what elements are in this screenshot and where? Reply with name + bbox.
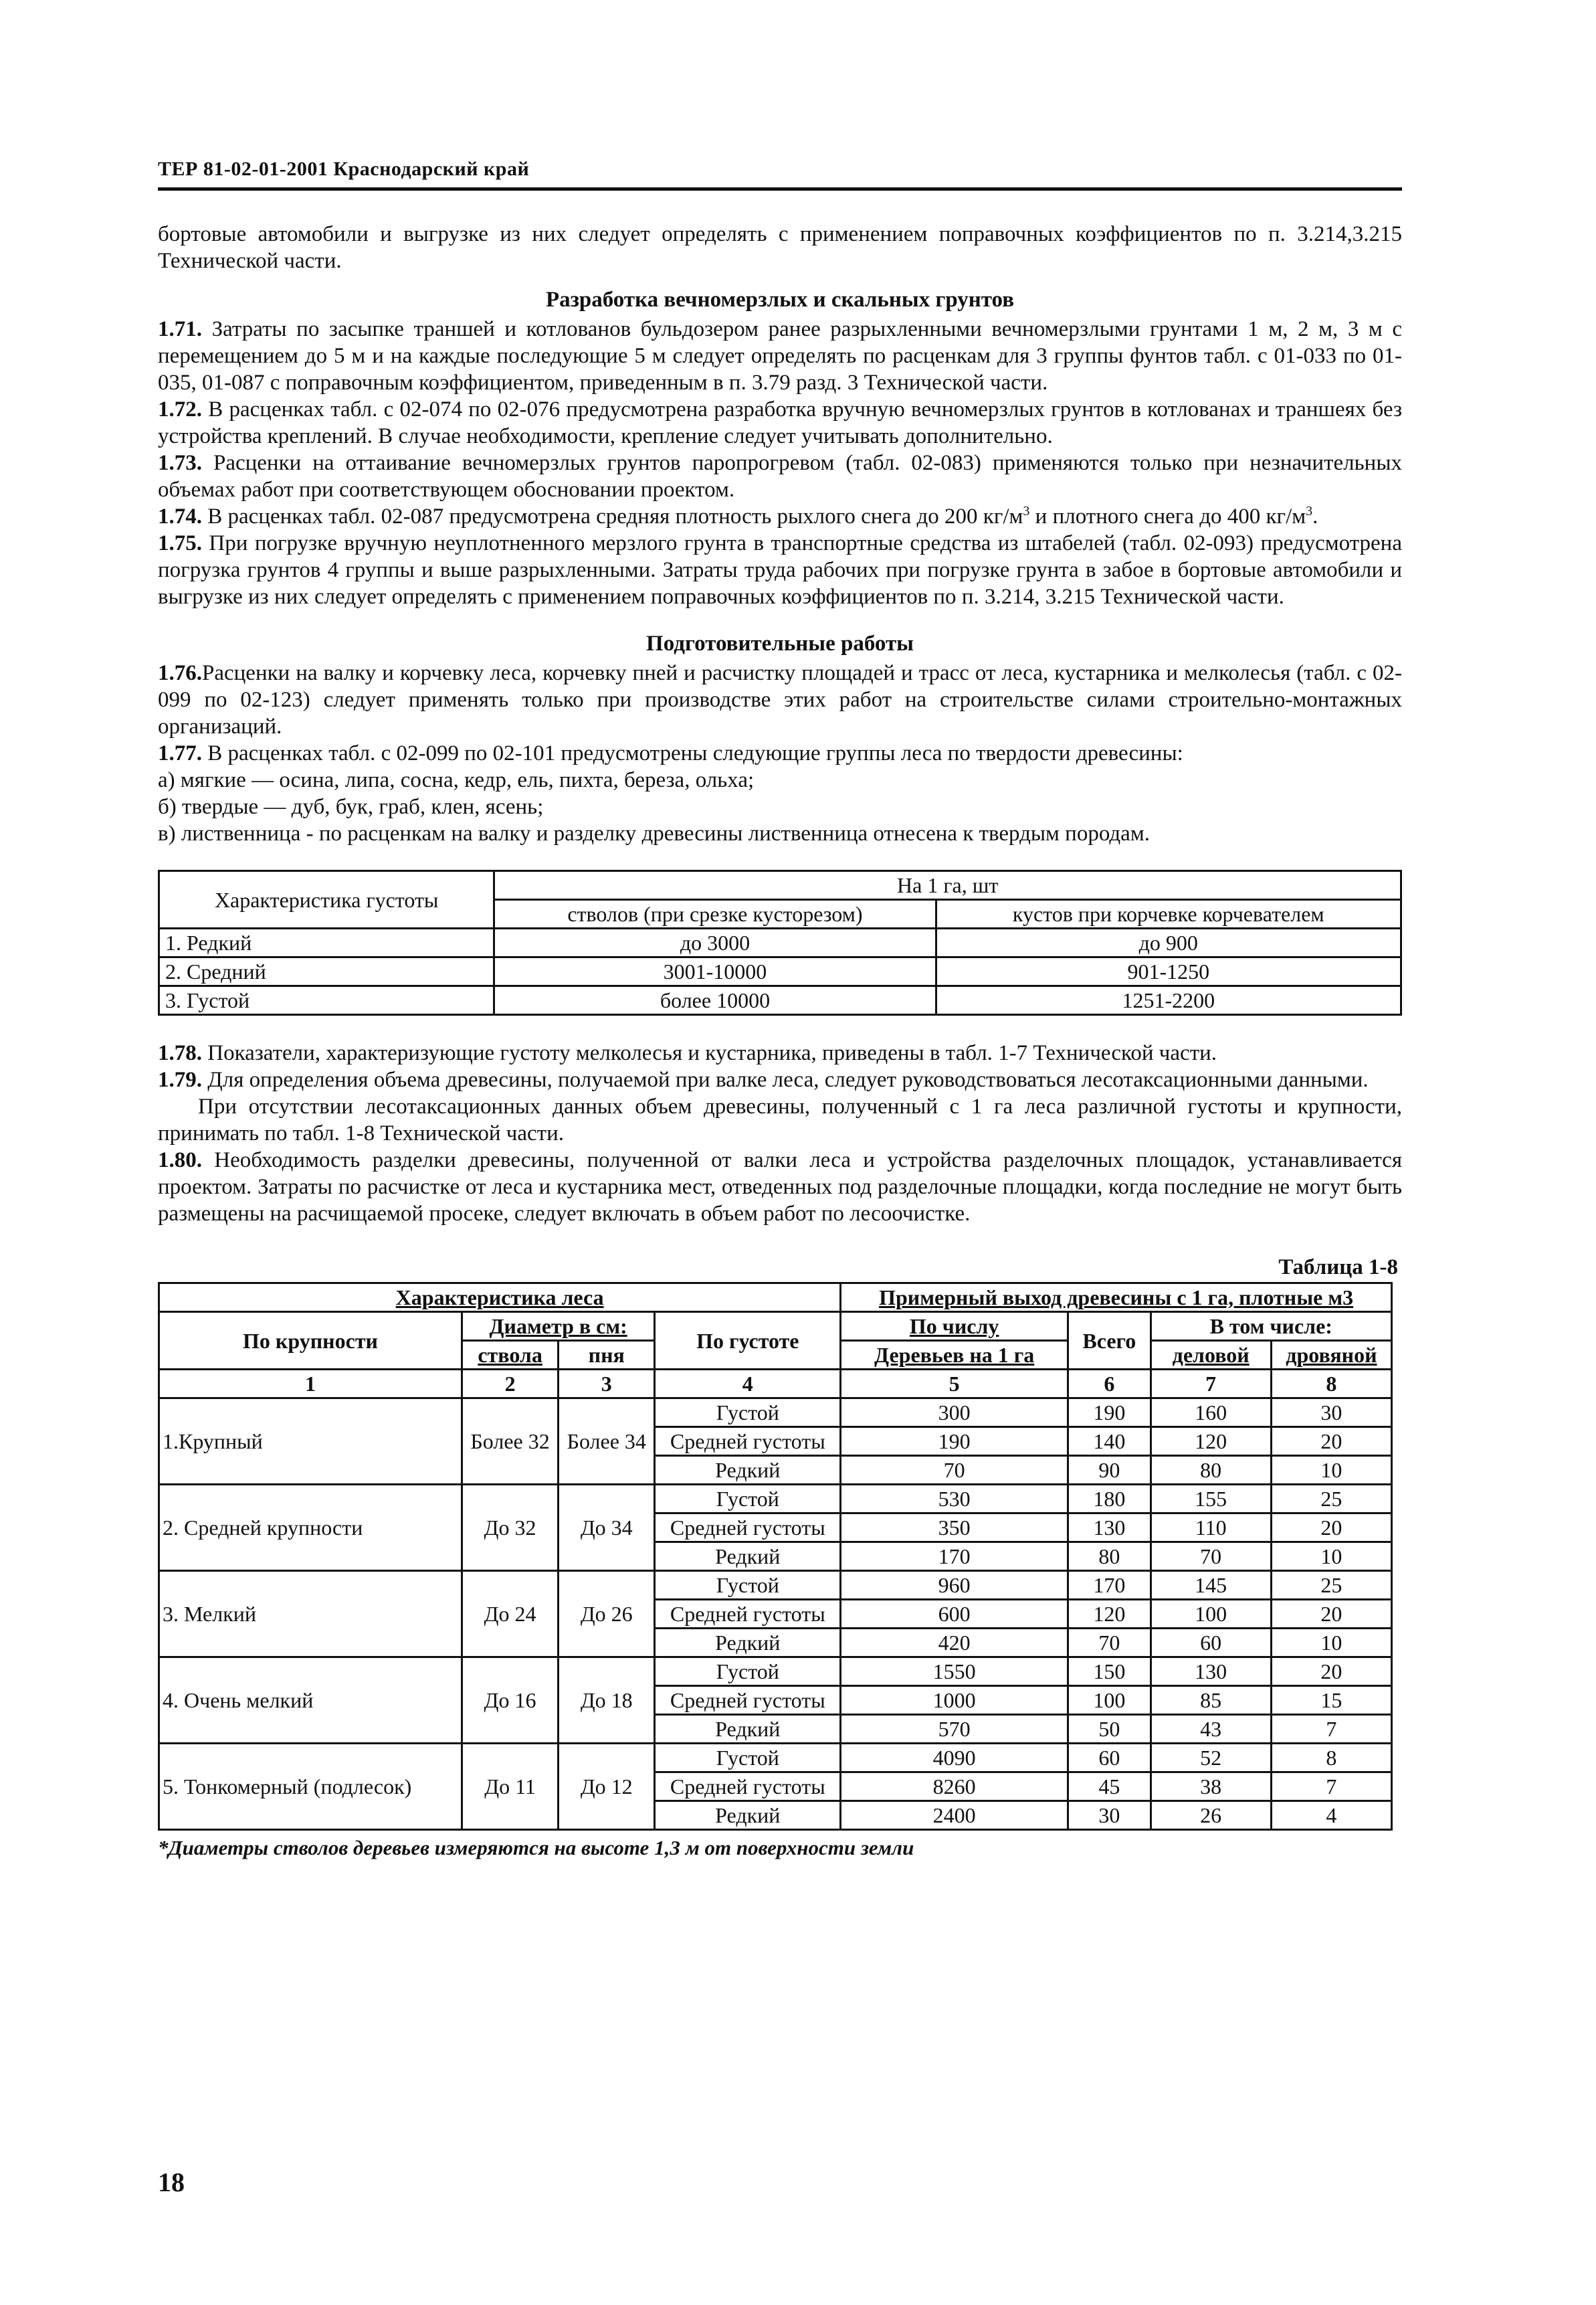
section-title-permafrost: Разработка вечномерзлых и скальных грунтов — [545, 288, 1015, 312]
table-row: Средней густоты 600 120 100 20 — [159, 1600, 1392, 1629]
column-numbers-row: 1 2 3 4 5 6 7 8 — [159, 1370, 1392, 1398]
table-row: 2. Средней крупности До 32 До 34 Густой 530 180 155 25 — [159, 1485, 1392, 1513]
density-bushes-header: кустов при корчевке корчевателем — [936, 900, 1401, 929]
table-row: Средней густоты 190 140 120 20 — [159, 1427, 1392, 1456]
table-row: 3. Мелкий До 24 До 26 Густой 960 170 145 25 — [159, 1571, 1392, 1600]
stump-header: пня — [559, 1341, 655, 1370]
table-row: 2. Средний 3001-10000 901-1250 — [159, 957, 1401, 986]
table-row: 5. Тонкомерный (подлесок) До 11 До 12 Густой 4090 60 52 8 — [159, 1744, 1392, 1772]
paragraph-1-76: 1.76.Расценки на валку и корчевку леса, корчевку пней и расчистку площадей и трасс от леса, кустарника и мелколесья (табл. с 02-099 по 02-123) следует применять только при производстве этих работ на строительстве силами строительно-монтажных организаций. — [158, 661, 1402, 739]
density-header: По густоте — [655, 1312, 841, 1370]
paragraph-1-79-continuation: При отсутствии лесотаксационных данных объем древесины, полученный с 1 га леса различной густоты и крупности, принимать по табл. 1-8 Технической части. — [158, 1095, 1402, 1145]
table-row: Редкий 70 90 80 10 — [159, 1456, 1392, 1485]
trunk-header: ствола — [462, 1341, 559, 1370]
table-row: Редкий 420 70 60 10 — [159, 1629, 1392, 1657]
paragraph-1-75: 1.75. При погрузке вручную неуплотненного мерзлого грунта в транспортные средства из штабелей (табл. 02-093) предусмотрена погрузка грунтов 4 группы и выше разрыхленными. Затраты труда рабочих при погрузке грунта в забое в бортовые автомобили и выгрузке из них следует определять с применением поправочных коэффициентов по п. 3.214, 3.215 Технической части. — [158, 531, 1402, 609]
density-col-header: Характеристика густоты — [159, 871, 494, 929]
forest-header: Характеристика леса — [159, 1283, 841, 1312]
table-row: 4. Очень мелкий До 16 До 18 Густой 1550 150 130 20 — [159, 1657, 1392, 1686]
wood-table-body — [159, 1398, 1392, 1830]
table-row: Редкий 2400 30 26 4 — [159, 1801, 1392, 1830]
paragraph-1-80: 1.80. Необходимость разделки древесины, полученной от валки леса и устройства разделочных площадок, устанавливается проектом. Затраты по расчистке от леса и кустарника мест, отведенных под разделочные площадки, когда последние не могут быть размещены на расчищаемой просеке, следует включать в объем работ по лесоочистке. — [158, 1148, 1402, 1226]
density-table — [158, 870, 1402, 1016]
paragraph-1-71: 1.71. Затраты по засыпке траншей и котлованов бульдозером ранее разрыхленными вечномерзлыми грунтами 1 м, 2 м, 3 м с перемещением до 5 м и на каждые последующие 5 м следует определять по расценкам для 3 группы фунтов табл. с 01-033 по 01-035, 01-087 с поправочным коэффициентом, приведенным в п. 3.79 разд. 3 Технической части. — [158, 317, 1402, 395]
table-row: 1.Крупный Более 32 Более 34 Густой 300 190 160 30 — [159, 1398, 1392, 1427]
running-header: ТЕР 81-02-01-2001 Краснодарский край — [158, 158, 1402, 191]
table-row: Средней густоты 350 130 110 20 — [159, 1513, 1392, 1542]
size-header: По крупности — [159, 1312, 462, 1370]
table-row: 3. Густой более 10000 1251-2200 — [159, 986, 1401, 1015]
total-header: Всего — [1068, 1312, 1151, 1370]
paragraph-1-73: 1.73. Расценки на оттаивание вечномерзлых грунтов паропрогревом (табл. 02-083) применяются только при незначительных объемах работ при соответствующем обосновании проектом. — [158, 451, 1402, 502]
wood-hardness-list — [158, 767, 1402, 847]
paragraph-1-72: 1.72. В расценках табл. с 02-074 по 02-076 предусмотрена разработка вручную вечномерзлых грунтов в котлованах и траншеях без устройства креплений. В случае необходимости, крепление следует учитывать дополнительно. — [158, 397, 1402, 448]
table-caption: Таблица 1-8 — [1278, 1255, 1398, 1279]
list-item: в) лиственница - по расценкам на валку и разделку древесины лиственница отнесена к твердым породам. — [158, 822, 1150, 846]
output-header: Примерный выход древесины с 1 га, плотные м3 — [841, 1283, 1392, 1312]
wood-output-table — [158, 1282, 1393, 1831]
intro-paragraph: бортовые автомобили и выгрузке из них следует определять с применением поправочных коэффициентов по п. 3.214,3.215 Технической части. — [158, 222, 1402, 273]
table-row: 1. Редкий до 3000 до 900 — [159, 929, 1401, 957]
list-item: а) мягкие — осина, липа, сосна, кедр, ель, пихта, береза, ольха; — [158, 768, 755, 792]
business-header: деловой — [1151, 1341, 1271, 1370]
trees-header: Деревьев на 1 га — [841, 1341, 1068, 1370]
paragraph-1-74: 1.74. В расценках табл. 02-087 предусмотрена средняя плотность рыхлого снега до 200 $кг/м^3$ и плотного снега до 400 $кг/м^3$. — [158, 504, 1318, 529]
document-body — [158, 221, 1402, 1861]
density-group-header: На 1 га, шт — [494, 871, 1401, 900]
paragraph-1-78: 1.78. Показатели, характеризующие густоту мелколесья и кустарника, приведены в табл. 1-7 Технической части. — [158, 1041, 1217, 1065]
including-header: В том числе: — [1151, 1312, 1391, 1341]
paragraph-1-79: 1.79. Для определения объема древесины, получаемой при валке леса, следует руководствоваться лесотаксационными данными. — [158, 1068, 1369, 1092]
paragraph-1-77: 1.77. В расценках табл. с 02-099 по 02-101 предусмотрены следующие группы леса по твердости древесины: — [158, 741, 1183, 765]
table-footnote: *Диаметры стволов деревьев измеряются на высоте 1,3 м от поверхности земли — [158, 1836, 914, 1859]
density-trunks-header: стволов (при срезке кусторезом) — [494, 900, 936, 929]
count-header: По числу — [841, 1312, 1068, 1341]
table-row: Редкий 170 80 70 10 — [159, 1542, 1392, 1571]
diameter-header: Диаметр в см: — [462, 1312, 655, 1341]
table-row: Редкий 570 50 43 7 — [159, 1715, 1392, 1744]
section-title-preparatory: Подготовительные работы — [646, 632, 914, 656]
table-row: Средней густоты 8260 45 38 7 — [159, 1772, 1392, 1801]
page-number: 18 — [158, 2167, 185, 2197]
table-row: Средней густоты 1000 100 85 15 — [159, 1686, 1392, 1715]
fuel-header: дровяной — [1271, 1341, 1391, 1370]
list-item: б) твердые — дуб, бук, граб, клен, ясень; — [158, 795, 544, 819]
